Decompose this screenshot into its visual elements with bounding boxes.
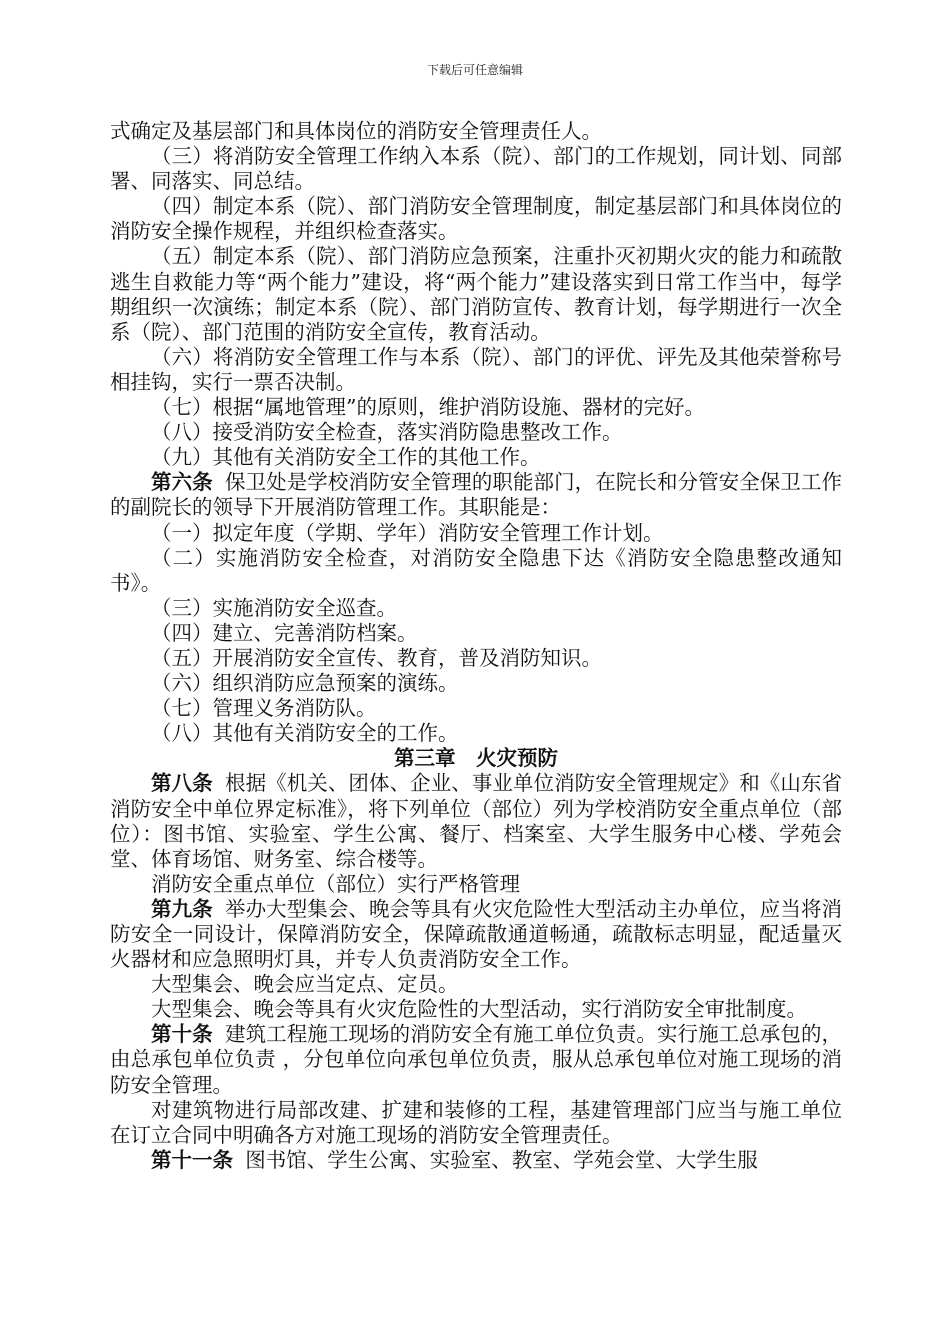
paragraph-group-article-5-6 bbox=[110, 119, 842, 746]
paragraph bbox=[110, 420, 842, 445]
paragraph-text: 大型集会、晚会等具有火灾危险性的大型活动，实行消防安全审批制度。 bbox=[151, 997, 807, 1022]
paragraph bbox=[110, 1098, 842, 1148]
article-label: 第九条 bbox=[151, 896, 213, 921]
paragraph-text: 建筑工程施工现场的消防安全有施工单位负责。实行施工总承包的，由总承包单位负责 ，分包单位向承包单位负责，服从总承包单位对施工现场的消防安全管理。 bbox=[110, 1022, 843, 1097]
paragraph bbox=[110, 445, 842, 470]
paragraph-text: （三）将消防安全管理工作纳入本系（院）、部门的工作规划，同计划、同部署、同落实、同总结。 bbox=[110, 144, 842, 194]
chapter-heading bbox=[110, 746, 842, 771]
paragraph-text: 对建筑物进行局部改建、扩建和装修的工程，基建管理部门应当与施工单位在订立合同中明确各方对施工现场的消防安全管理责任。 bbox=[110, 1097, 842, 1147]
article-label: 第十条 bbox=[151, 1022, 213, 1047]
article-paragraph bbox=[110, 1148, 842, 1173]
paragraph bbox=[110, 244, 842, 344]
paragraph bbox=[110, 696, 842, 721]
document-body bbox=[110, 119, 842, 1173]
paragraph bbox=[110, 119, 842, 144]
article-label: 第六条 bbox=[151, 470, 213, 495]
paragraph-text: 消防安全重点单位（部位）实行严格管理 bbox=[151, 871, 520, 896]
article-paragraph bbox=[110, 470, 842, 520]
paragraph-text: （八）接受消防安全检查，落实消防隐患整改工作。 bbox=[151, 420, 623, 445]
paragraph-text: （八）其他有关消防安全的工作。 bbox=[151, 721, 459, 746]
paragraph-text: （三）实施消防安全巡查。 bbox=[151, 595, 397, 620]
paragraph-text: 式确定及基层部门和具体岗位的消防安全管理责任人。 bbox=[110, 119, 602, 143]
paragraph bbox=[110, 972, 842, 997]
paragraph bbox=[110, 194, 842, 244]
article-paragraph bbox=[110, 897, 842, 972]
paragraph-text: （二）实施消防安全检查，对消防安全隐患下达《消防安全隐患整改通知书》。 bbox=[110, 545, 842, 595]
paragraph bbox=[110, 621, 842, 646]
paragraph bbox=[110, 721, 842, 746]
paragraph-text: （四）建立、完善消防档案。 bbox=[151, 620, 418, 645]
article-paragraph bbox=[110, 1022, 842, 1097]
paragraph-text: 图书馆、学生公寓、实验室、教室、学苑会堂、大学生服 bbox=[245, 1147, 758, 1172]
paragraph-text: （五）开展消防安全宣传、教育，普及消防知识。 bbox=[151, 645, 602, 670]
article-label: 第八条 bbox=[151, 771, 213, 796]
paragraph-group-chapter-3 bbox=[110, 771, 842, 1173]
paragraph-text: （五）制定本系（院）、部门消防应急预案，注重扑灭初期火灾的能力和疏散逃生自救能力等“两个能力”建设，将“两个能力”建设落实到日常工作当中，每学期组织一次演练；制定本系（院）、部门消防宣传、教育计划，每学期进行一次全系（院）、部门范围的消防安全宣传，教育活动。 bbox=[110, 244, 842, 344]
paragraph-text: （四）制定本系（院）、部门消防安全管理制度，制定基层部门和具体岗位的消防安全操作规程，并组织检查落实。 bbox=[110, 194, 842, 244]
page-header: 下载后可任意编辑 bbox=[426, 63, 523, 77]
paragraph bbox=[110, 671, 842, 696]
chapter-number: 第三章 bbox=[394, 746, 456, 771]
paragraph-text: （九）其他有关消防安全工作的其他工作。 bbox=[151, 445, 541, 470]
chapter-title: 火灾预防 bbox=[476, 746, 558, 771]
paragraph bbox=[110, 345, 842, 395]
paragraph bbox=[110, 521, 842, 546]
article-label: 第十一条 bbox=[151, 1147, 233, 1172]
paragraph bbox=[110, 144, 842, 194]
paragraph bbox=[110, 646, 842, 671]
paragraph-text: （七）根据“属地管理”的原则，维护消防设施、器材的完好。 bbox=[151, 395, 705, 420]
paragraph bbox=[110, 596, 842, 621]
paragraph-text: 大型集会、晚会应当定点、定员。 bbox=[151, 972, 459, 997]
paragraph-text: （一）拟定年度（学期、学年）消防安全管理工作计划。 bbox=[151, 520, 664, 545]
paragraph-text: 举办大型集会、晚会等具有火灾危险性大型活动主办单位，应当将消防安全一同设计，保障消防安全，保障疏散通道畅通，疏散标志明显，配适量灭火器材和应急照明灯具，并专人负责消防安全工作。 bbox=[110, 896, 843, 972]
paragraph bbox=[110, 872, 842, 897]
paragraph-text: 根据《机关、团体、企业、事业单位消防安全管理规定》和《山东省消防安全中单位界定标准》，将下列单位（部位）列为学校消防安全重点单位（部位）：图书馆、实验室、学生公寓、餐厅、档案室、大学生服务中心楼、学苑会堂、体育场馆、财务室、综合楼等。 bbox=[110, 771, 843, 871]
paragraph bbox=[110, 997, 842, 1022]
paragraph bbox=[110, 395, 842, 420]
paragraph bbox=[110, 546, 842, 596]
article-paragraph bbox=[110, 771, 842, 871]
paragraph-text: （六）组织消防应急预案的演练。 bbox=[151, 671, 459, 696]
paragraph-text: （六）将消防安全管理工作与本系（院）、部门的评优、评先及其他荣誉称号相挂钩，实行一票否决制。 bbox=[110, 344, 842, 394]
paragraph-text: 保卫处是学校消防安全管理的职能部门，在院长和分管安全保卫工作的副院长的领导下开展消防管理工作。其职能是： bbox=[110, 470, 843, 520]
paragraph-text: （七）管理义务消防队。 bbox=[151, 696, 377, 721]
